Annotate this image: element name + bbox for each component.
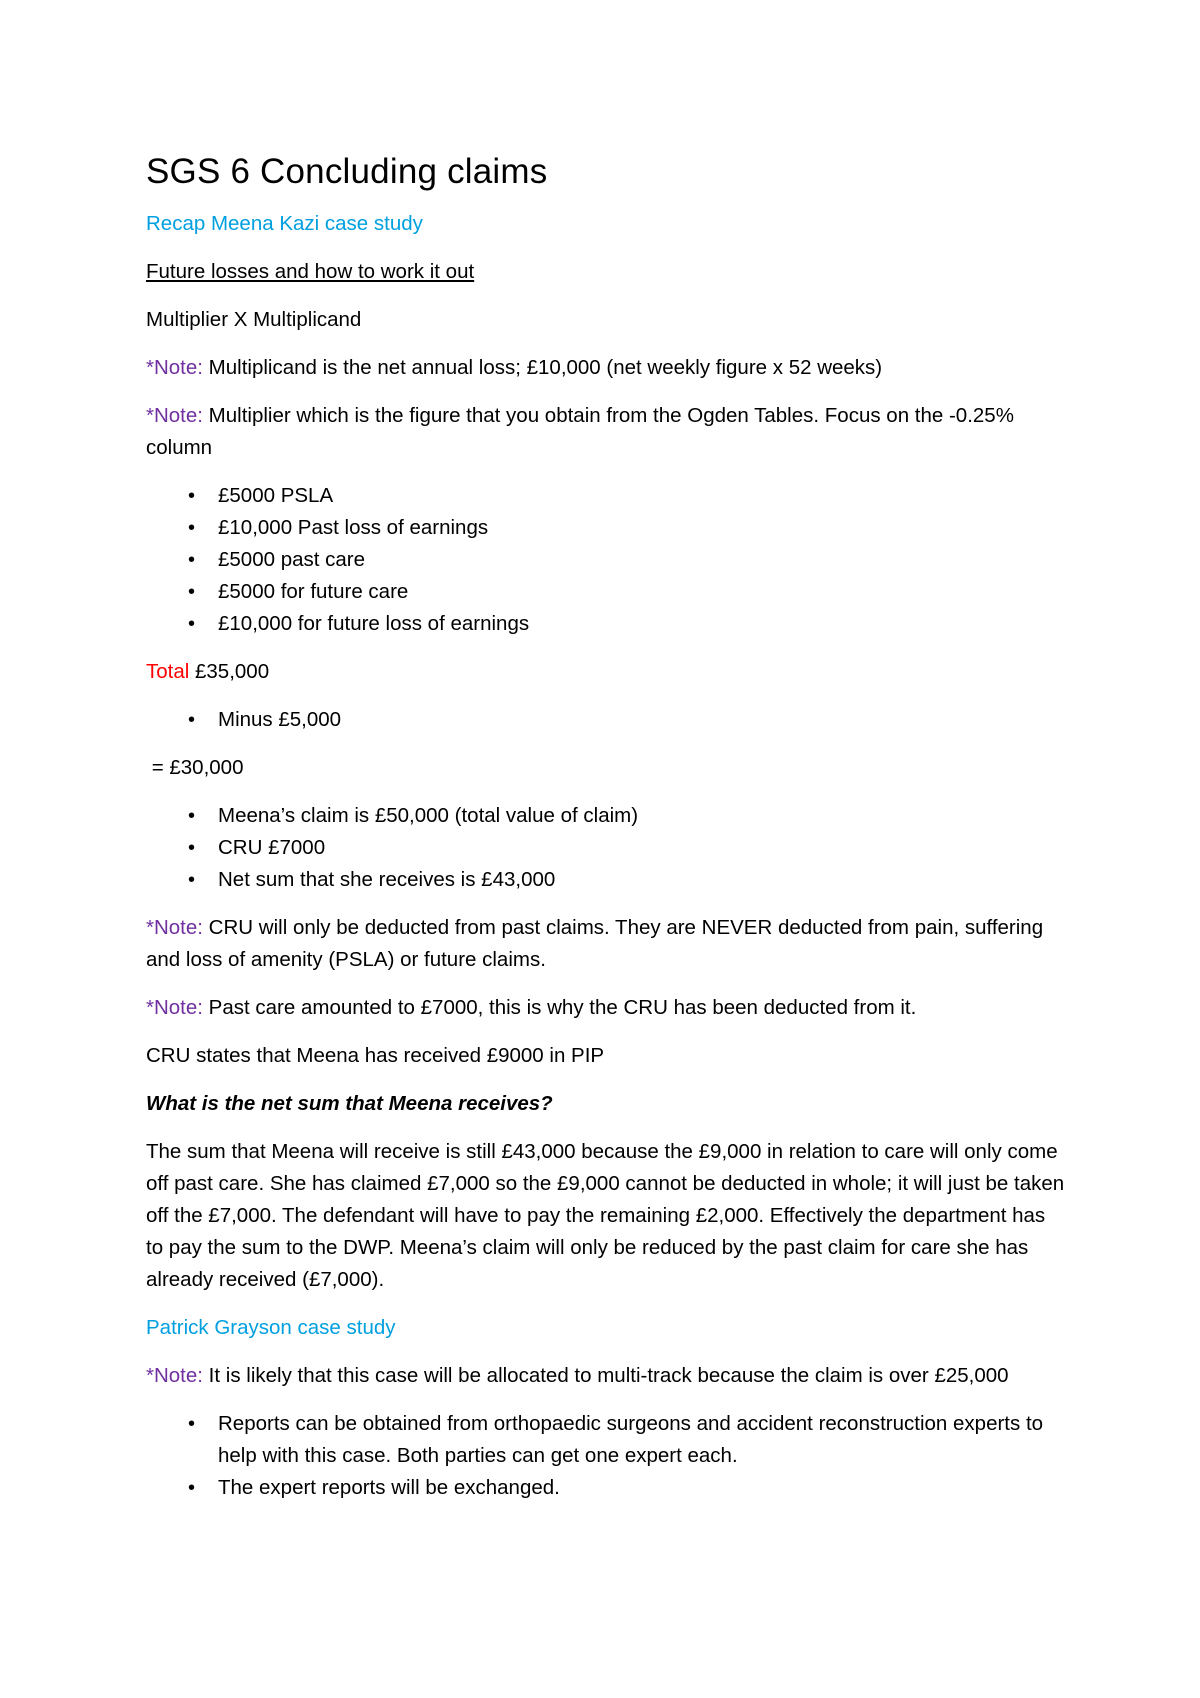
bullet-icon: • xyxy=(188,837,196,859)
note-past-care xyxy=(146,992,1066,1024)
note-text: Multiplier which is the figure that you obtain from the Ogden Tables. Focus on the -0.25% column xyxy=(146,404,1014,459)
bullet-icon: • xyxy=(188,709,196,731)
bullet-icon: • xyxy=(188,517,196,539)
note-text: CRU will only be deducted from past claims. They are NEVER deducted from pain, suffering and loss of amenity (PSLA) or future claims. xyxy=(146,916,1044,971)
claim-list xyxy=(146,800,1066,896)
minus-list xyxy=(146,704,1066,736)
document-body xyxy=(146,150,1066,1520)
bullet-icon: • xyxy=(188,869,196,891)
list-item: • £5000 PSLA xyxy=(146,480,1066,512)
patrick-case-heading: Patrick Grayson case study xyxy=(146,1316,396,1339)
note-text: Multiplicand is the net annual loss; £10,000 (net weekly figure x 52 weeks) xyxy=(202,356,883,379)
list-item: • £10,000 Past loss of earnings xyxy=(146,512,1066,544)
bullet-icon: • xyxy=(188,1413,196,1435)
equals-line: = £30,000 xyxy=(146,756,244,779)
bullet-icon: • xyxy=(188,1477,196,1499)
note-multiplicand xyxy=(146,352,1066,384)
note-label: *Note: xyxy=(146,356,203,379)
expert-list xyxy=(146,1408,1066,1504)
note-multiplier xyxy=(146,400,1066,464)
total-line xyxy=(146,656,1066,688)
note-label: *Note: xyxy=(146,916,203,939)
formula-line: Multiplier X Multiplicand xyxy=(146,308,362,331)
note-text: Past care amounted to £7000, this is why the CRU has been deducted from it. xyxy=(202,996,917,1019)
list-item: • Net sum that she receives is £43,000 xyxy=(146,864,1066,896)
list-item: • £5000 for future care xyxy=(146,576,1066,608)
list-item: • £10,000 for future loss of earnings xyxy=(146,608,1066,640)
future-losses-heading: Future losses and how to work it out xyxy=(146,260,475,283)
bullet-icon: • xyxy=(188,805,196,827)
note-label: *Note: xyxy=(146,1364,203,1387)
page-title: SGS 6 Concluding claims xyxy=(146,152,548,191)
bullet-icon: • xyxy=(188,581,196,603)
bullet-icon: • xyxy=(188,613,196,635)
bullet-icon: • xyxy=(188,485,196,507)
list-item: • Minus £5,000 xyxy=(146,704,1066,736)
losses-list xyxy=(146,480,1066,640)
list-item: • CRU £7000 xyxy=(146,832,1066,864)
question-line: What is the net sum that Meena receives? xyxy=(146,1092,553,1115)
meena-case-heading: Recap Meena Kazi case study xyxy=(146,212,423,235)
bullet-icon: • xyxy=(188,549,196,571)
note-text: It is likely that this case will be allocated to multi-track because the claim is over £25,000 xyxy=(202,1364,1009,1387)
total-label: Total xyxy=(146,660,190,683)
list-item: • Meena’s claim is £50,000 (total value of claim) xyxy=(146,800,1066,832)
note-label: *Note: xyxy=(146,404,203,427)
note-cru xyxy=(146,912,1066,976)
note-label: *Note: xyxy=(146,996,203,1019)
answer-paragraph: The sum that Meena will receive is still £43,000 because the £9,000 in relation to care will only come off past care. She has claimed £7,000 so the £9,000 cannot be deducted in whole; it will just be taken off the £7,000. The defendant will have to pay the remaining £2,000. Effectively the department has to pay the sum to the DWP. Meena’s claim will only be reduced by the past claim for care she has already received (£7,000). xyxy=(146,1140,1065,1291)
cru-statement: CRU states that Meena has received £9000 in PIP xyxy=(146,1044,605,1067)
list-item: • Reports can be obtained from orthopaedic surgeons and accident reconstruction experts to help with this case. Both parties can get one expert each. xyxy=(146,1408,1066,1472)
total-value: £35,000 xyxy=(189,660,270,683)
note-multitrack xyxy=(146,1360,1066,1392)
list-item: • £5000 past care xyxy=(146,544,1066,576)
list-item: • The expert reports will be exchanged. xyxy=(146,1472,1066,1504)
